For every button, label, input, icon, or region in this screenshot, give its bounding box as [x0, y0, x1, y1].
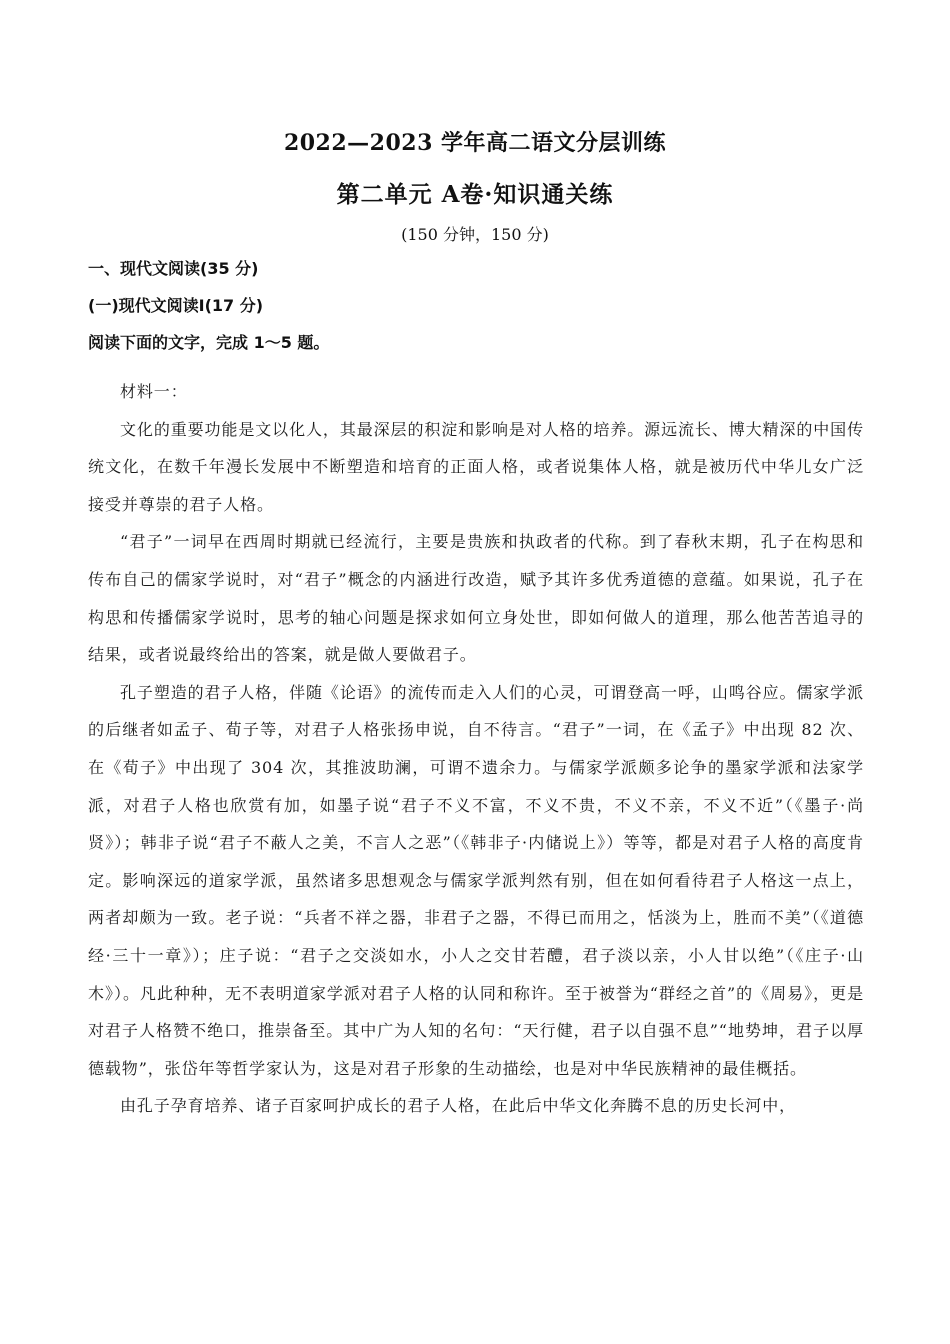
material-label: 材料一： [120, 382, 188, 401]
reading-passage [88, 373, 864, 1125]
passage-paragraph: “君子”一词早在西周时期就已经流行，主要是贵族和执政者的代称。到了春秋末期，孔子在构思和传布自己的儒家学说时，对“君子”概念的内涵进行改造，赋予其许多优秀道德的意蕴。如果说，孔子在构思和传播儒家学说时，思考的轴心问题是探求如何立身处世，即如何做人的道理，那么他苦苦追寻的结果，或者说最终给出的答案，就是做人要做君子。 [88, 532, 864, 665]
subsection-heading: (一)现代文阅读Ⅰ(17 分) [88, 296, 264, 315]
passage-paragraph: 文化的重要功能是文以化人，其最深层的积淀和影响是对人格的培养。源远流长、博大精深的中国传统文化，在数千年漫长发展中不断塑造和培育的正面人格，或者说集体人格，就是被历代中华儿女广泛接受并尊崇的君子人格。 [88, 419, 864, 514]
exam-duration-score: (150 分钟，150 分) [401, 225, 549, 244]
passage-paragraph: 由孔子孕育培养、诸子百家呵护成长的君子人格，在此后中华文化奔腾不息的历史长河中， [120, 1096, 797, 1116]
document-title: 2022—2023 学年高二语文分层训练 [283, 130, 667, 156]
reading-instruction: 阅读下面的文字，完成 1～5 题。 [88, 333, 330, 352]
passage-paragraph: 孔子塑造的君子人格，伴随《论语》的流传而走入人们的心灵，可谓登高一呼，山鸣谷应。儒家学派的后继者如孟子、荀子等，对君子人格张扬申说，自不待言。“君子”一词，在《孟子》中出现 82 次、在《荀子》中出现了 304 次，其推波助澜，可谓不遗余力。与儒家学派颇多论争的墨家学派和法家学派，对君子人格也欣赏有加，如墨子说“君子不义不富，不义不贵，不义不亲，不义不近”（《墨子·尚贤》）；韩非子说“君子不蔽人之美，不言人之恶”（《韩非子·内储说上》）等等，都是对君子人格的高度肯定。影响深远的道家学派，虽然诸多思想观念与儒家学派判然有别，但在如何看待君子人格这一点上，两者却颇为一致。老子说：“兵者不祥之器，非君子之器，不得已而用之，恬淡为上，胜而不美”（《道德经·三十一章》）；庄子说：“君子之交淡如水，小人之交甘若醴，君子淡以亲，小人甘以绝”（《庄子·山木》）。凡此种种，无不表明道家学派对君子人格的认同和称许。至于被誉为“群经之首”的《周易》，更是对君子人格赞不绝口，推崇备至。其中广为人知的名句：“天行健，君子以自强不息”“地势坤，君子以厚德载物”，张岱年等哲学家认为，这是对君子形象的生动描绘，也是对中华民族精神的最佳概括。 [88, 682, 864, 1078]
section-heading: 一、现代文阅读(35 分) [88, 259, 259, 278]
document-subtitle: 第二单元 A卷·知识通关练 [336, 181, 614, 208]
